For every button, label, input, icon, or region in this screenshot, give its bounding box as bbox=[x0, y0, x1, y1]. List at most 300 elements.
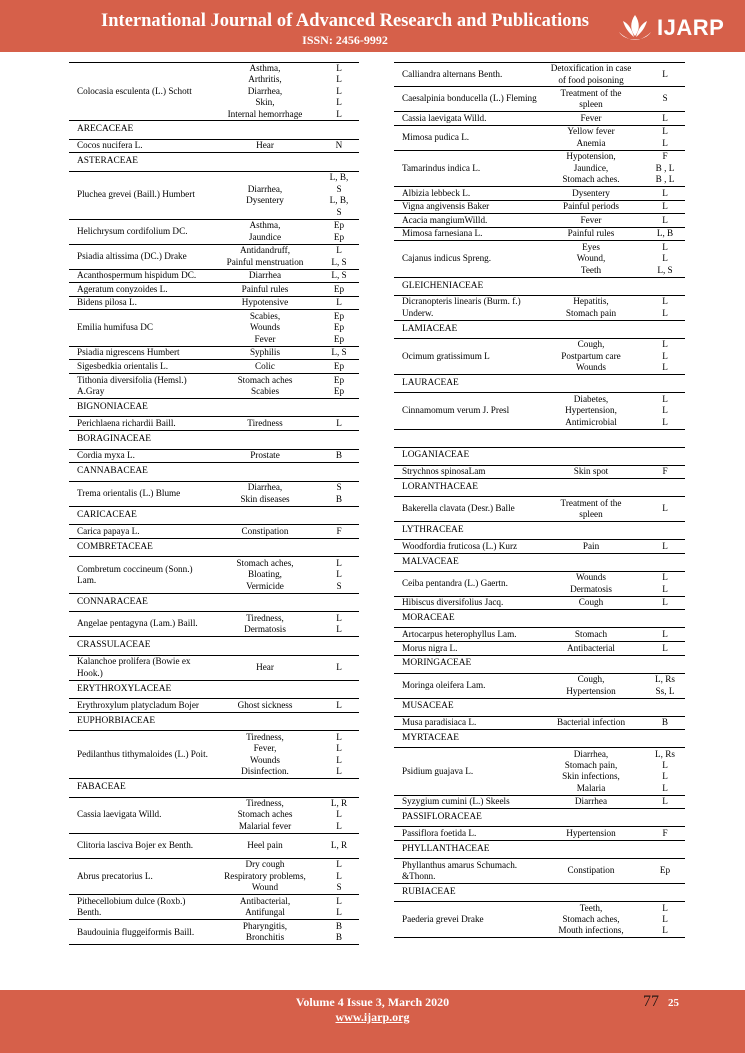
family-row bbox=[394, 375, 685, 393]
species-row bbox=[69, 699, 359, 713]
species-row bbox=[394, 393, 685, 429]
blank-row bbox=[394, 430, 685, 448]
part-text: L, B, bbox=[329, 195, 349, 206]
species-name: Acacia mangiumWilld. bbox=[402, 214, 488, 225]
species-row bbox=[394, 674, 685, 699]
part-cell bbox=[645, 296, 685, 319]
part-text: L bbox=[662, 796, 668, 807]
part-text: L bbox=[662, 782, 668, 793]
use-text: Antidandruff, bbox=[239, 245, 291, 256]
part-text: L, S bbox=[331, 347, 347, 358]
family-name: EUPHORBIACEAE bbox=[77, 715, 156, 726]
species-name: Hibiscus diversifolius Jacq. bbox=[402, 597, 504, 608]
use-text: Asthma, bbox=[249, 220, 281, 231]
part-text: L bbox=[336, 569, 342, 580]
journal-header bbox=[0, 0, 745, 52]
part-text: L, S bbox=[331, 270, 347, 281]
use-text: Hear bbox=[256, 140, 274, 151]
part-text: L bbox=[662, 350, 668, 361]
species-row bbox=[69, 525, 359, 539]
family-row bbox=[394, 884, 685, 902]
species-row bbox=[394, 540, 685, 554]
part-cell bbox=[645, 242, 685, 276]
species-name: Ocimum gratissimum L bbox=[402, 350, 490, 361]
part-text: L bbox=[336, 870, 342, 881]
family-row bbox=[394, 554, 685, 572]
species-name: Colocasia esculenta (L.) Schott bbox=[77, 85, 192, 96]
part-cell bbox=[319, 140, 359, 151]
part-text: S bbox=[336, 183, 342, 194]
part-text: L, Rs bbox=[655, 748, 675, 759]
use-cell bbox=[211, 482, 319, 505]
use-cell bbox=[211, 662, 319, 673]
use-cell bbox=[537, 466, 645, 477]
part-text: L bbox=[336, 743, 342, 754]
part-cell bbox=[645, 629, 685, 640]
part-text: Ep bbox=[333, 333, 345, 344]
part-text: L bbox=[662, 187, 668, 198]
part-text: Ep bbox=[333, 385, 345, 396]
use-text: Painful menstruation bbox=[226, 256, 304, 267]
family-row bbox=[69, 121, 359, 140]
part-cell bbox=[645, 828, 685, 839]
part-cell bbox=[645, 228, 685, 239]
part-text: B , L bbox=[655, 173, 675, 184]
website-link[interactable]: www.ijarp.org bbox=[335, 1010, 410, 1024]
use-text: Eyes bbox=[582, 241, 600, 252]
family-name: CANNABACEAE bbox=[77, 466, 148, 477]
use-cell bbox=[537, 749, 645, 795]
use-text: Diabetes, bbox=[573, 393, 609, 404]
part-text: S bbox=[336, 882, 342, 893]
use-text: Tiredness, bbox=[246, 731, 284, 742]
part-text: L, R bbox=[330, 840, 348, 851]
species-row bbox=[394, 597, 685, 611]
use-cell bbox=[537, 828, 645, 839]
family-row bbox=[69, 779, 359, 798]
use-cell bbox=[537, 296, 645, 319]
family-row bbox=[69, 539, 359, 558]
use-cell bbox=[211, 450, 319, 461]
family-name: BORAGINACEAE bbox=[77, 434, 151, 445]
use-text: Treatment of the bbox=[560, 87, 622, 98]
use-cell bbox=[211, 700, 319, 711]
part-text: Ep bbox=[333, 322, 345, 333]
use-cell bbox=[537, 541, 645, 552]
part-cell bbox=[319, 482, 359, 505]
part-cell bbox=[645, 717, 685, 728]
family-name: LAURACEAE bbox=[402, 377, 459, 388]
part-text: L bbox=[336, 97, 342, 108]
species-row bbox=[394, 827, 685, 841]
species-name: Artocarpus heterophyllus Lam. bbox=[402, 628, 517, 639]
species-row bbox=[394, 497, 685, 522]
part-cell bbox=[319, 798, 359, 832]
species-row bbox=[394, 201, 685, 215]
species-row bbox=[69, 731, 359, 779]
use-text: Diarrhea bbox=[574, 796, 608, 807]
family-row bbox=[394, 479, 685, 497]
use-text: Fever bbox=[580, 214, 602, 225]
use-text: Hypotension, bbox=[566, 151, 616, 162]
part-text: L bbox=[336, 907, 342, 918]
part-text: L bbox=[662, 628, 668, 639]
use-text: Tiredness bbox=[247, 418, 283, 429]
species-row bbox=[394, 112, 685, 126]
part-cell bbox=[319, 700, 359, 711]
family-name: CARICACEAE bbox=[77, 509, 137, 520]
part-text: L bbox=[662, 771, 668, 782]
family-row bbox=[69, 507, 359, 526]
species-name: Abrus precatorius L. bbox=[77, 870, 153, 881]
part-text: L bbox=[336, 63, 342, 74]
part-text: L bbox=[662, 307, 668, 318]
family-name: COMBRETACEAE bbox=[77, 541, 153, 552]
part-cell bbox=[645, 503, 685, 514]
use-cell bbox=[211, 347, 319, 358]
species-name: Pedilanthus tithymaloides (L.) Poit. bbox=[77, 748, 208, 759]
part-text: L, R bbox=[330, 798, 348, 809]
use-text: Bacterial infection bbox=[556, 717, 626, 728]
part-cell bbox=[645, 643, 685, 654]
part-text: B bbox=[661, 717, 669, 728]
species-name: Perichlaena richardii Baill. bbox=[77, 418, 176, 429]
use-text: Jaundice, bbox=[573, 162, 609, 173]
page-number: 77 bbox=[643, 993, 659, 1010]
family-row bbox=[69, 153, 359, 172]
part-text: L bbox=[336, 895, 342, 906]
part-cell bbox=[645, 126, 685, 149]
species-name: Acanthospermum hispidum DC. bbox=[77, 270, 197, 281]
part-text: L bbox=[662, 572, 668, 583]
part-text: L bbox=[662, 362, 668, 373]
part-cell bbox=[645, 749, 685, 795]
family-name: ASTERACEAE bbox=[77, 156, 138, 167]
use-text: Cough, bbox=[577, 674, 605, 685]
use-text: Hypertension, bbox=[565, 405, 617, 416]
use-text: Hepatitis, bbox=[573, 296, 609, 307]
species-name: Ageratum conyzoides L. bbox=[77, 283, 168, 294]
species-row bbox=[69, 172, 359, 220]
species-name: Erythroxylum platycladum Bojer bbox=[77, 699, 199, 710]
part-cell bbox=[319, 63, 359, 120]
use-cell bbox=[211, 558, 319, 592]
family-name: MUSACEAE bbox=[402, 701, 454, 712]
part-cell bbox=[645, 215, 685, 226]
part-text: L, B bbox=[656, 228, 674, 239]
species-name: Emilia humifusa DC bbox=[77, 322, 154, 333]
use-cell bbox=[537, 339, 645, 373]
use-cell bbox=[537, 151, 645, 185]
use-text: Internal hemorrhage bbox=[227, 108, 303, 119]
species-name: Caesalpinia bonducella (L.) Fleming bbox=[402, 93, 537, 104]
species-name: Kalanchoe prolifera (Bowie ex Hook.) bbox=[77, 656, 191, 678]
use-text: Pain bbox=[582, 540, 600, 551]
use-text: Ghost sickness bbox=[237, 699, 293, 710]
use-text: Scabies, bbox=[249, 310, 281, 321]
part-cell bbox=[645, 93, 685, 104]
use-cell bbox=[537, 865, 645, 876]
species-row bbox=[69, 920, 359, 945]
part-text: B bbox=[335, 450, 343, 461]
part-text: B bbox=[335, 493, 343, 504]
use-cell bbox=[211, 284, 319, 295]
use-text: Hypotensive bbox=[241, 297, 289, 308]
use-text: Fever bbox=[254, 333, 276, 344]
use-text: Antibacterial, bbox=[239, 895, 291, 906]
use-cell bbox=[211, 297, 319, 308]
species-row bbox=[69, 270, 359, 284]
part-text: L bbox=[662, 393, 668, 404]
use-text: Colic bbox=[255, 360, 275, 371]
use-cell bbox=[211, 896, 319, 919]
use-cell bbox=[211, 921, 319, 944]
use-text: Wound, bbox=[576, 253, 606, 264]
part-cell bbox=[645, 796, 685, 807]
part-text: L bbox=[662, 241, 668, 252]
part-cell bbox=[319, 361, 359, 372]
lotus-icon bbox=[617, 12, 653, 46]
use-text: Hypertension bbox=[566, 685, 616, 696]
use-text: Skin spot bbox=[573, 466, 609, 477]
use-text: Stomach aches bbox=[237, 809, 293, 820]
species-name: Bidens pilosa L. bbox=[77, 297, 137, 308]
species-row bbox=[69, 417, 359, 431]
use-text: Asthma, bbox=[249, 63, 281, 74]
use-text: Bronchitis bbox=[245, 932, 285, 943]
part-cell bbox=[645, 572, 685, 595]
part-cell bbox=[645, 113, 685, 124]
family-name: CONNARACEAE bbox=[77, 596, 148, 607]
use-cell bbox=[537, 63, 645, 86]
use-text: Dysentery bbox=[572, 187, 610, 198]
use-cell bbox=[211, 361, 319, 372]
use-cell bbox=[537, 796, 645, 807]
family-row bbox=[69, 681, 359, 700]
part-text: L, S bbox=[657, 264, 673, 275]
part-text: L bbox=[662, 296, 668, 307]
use-cell bbox=[537, 228, 645, 239]
part-cell bbox=[319, 245, 359, 268]
family-name: RUBIACEAE bbox=[402, 886, 456, 897]
use-cell bbox=[537, 188, 645, 199]
part-text: L bbox=[336, 74, 342, 85]
family-name: LORANTHACEAE bbox=[402, 481, 479, 492]
use-cell bbox=[537, 113, 645, 124]
species-row bbox=[394, 187, 685, 201]
species-name: Bakerella clavata (Desr.) Balle bbox=[402, 503, 515, 514]
use-cell bbox=[537, 498, 645, 521]
family-name: ERYTHROXYLACEAE bbox=[77, 683, 172, 694]
use-text: Skin infections, bbox=[562, 771, 620, 782]
part-cell bbox=[645, 674, 685, 697]
use-text: Prostate bbox=[250, 450, 280, 461]
use-cell bbox=[211, 613, 319, 636]
part-text: L bbox=[336, 859, 342, 870]
use-text: Diarrhea, bbox=[247, 482, 283, 493]
part-text: L bbox=[662, 339, 668, 350]
species-row bbox=[394, 572, 685, 597]
species-name: Passiflora foetida L. bbox=[402, 828, 477, 839]
use-text: of food poisoning bbox=[558, 74, 624, 85]
part-cell bbox=[319, 921, 359, 944]
part-text: Ep bbox=[333, 310, 345, 321]
species-name: Ceiba pentandra (L.) Gaertn. bbox=[402, 578, 508, 589]
part-text: L bbox=[336, 557, 342, 568]
use-text: Anemia bbox=[576, 137, 606, 148]
species-row bbox=[69, 612, 359, 637]
part-cell bbox=[319, 375, 359, 398]
species-name: Cinnamomum verum J. Presl bbox=[402, 405, 510, 416]
family-row bbox=[69, 431, 359, 450]
use-text: Antimicrobial bbox=[565, 416, 617, 427]
part-cell bbox=[319, 558, 359, 592]
species-table-right bbox=[394, 62, 685, 938]
species-row bbox=[69, 859, 359, 895]
family-row bbox=[394, 522, 685, 540]
species-name: Phyllanthus amarus Schumach. &Thonn. bbox=[402, 859, 518, 882]
use-text: Respiratory problems, bbox=[224, 870, 306, 881]
part-text: F bbox=[662, 151, 668, 162]
use-text: Skin diseases bbox=[240, 493, 290, 504]
part-text: L bbox=[662, 405, 668, 416]
part-text: L bbox=[662, 112, 668, 123]
part-cell bbox=[319, 284, 359, 295]
use-text: Constipation bbox=[241, 525, 289, 536]
species-row bbox=[69, 834, 359, 859]
use-cell bbox=[211, 63, 319, 120]
use-text: Heel pain bbox=[247, 840, 283, 851]
part-text: L bbox=[336, 624, 342, 635]
species-row bbox=[69, 482, 359, 507]
use-text: Arthritis, bbox=[248, 74, 282, 85]
part-cell bbox=[645, 339, 685, 373]
part-text: L bbox=[336, 245, 342, 256]
part-cell bbox=[319, 347, 359, 358]
use-text: Wounds bbox=[250, 754, 280, 765]
part-text: N bbox=[335, 140, 343, 151]
family-name: LAMIACEAE bbox=[402, 323, 458, 334]
species-row bbox=[394, 748, 685, 796]
use-text: Skin, bbox=[255, 97, 275, 108]
use-text: Postpartum care bbox=[561, 350, 621, 361]
part-text: L bbox=[662, 214, 668, 225]
part-text: L bbox=[336, 297, 342, 308]
family-name: MORACEAE bbox=[402, 613, 455, 624]
species-name: Cassia laevigata Willd. bbox=[402, 112, 487, 123]
journal-issn: ISSN: 2456-9992 bbox=[302, 33, 388, 47]
species-name: Psidium guajava L. bbox=[402, 765, 474, 776]
part-cell bbox=[319, 418, 359, 429]
use-cell bbox=[537, 215, 645, 226]
use-cell bbox=[537, 597, 645, 608]
species-row bbox=[69, 220, 359, 245]
use-cell bbox=[211, 859, 319, 893]
part-cell bbox=[319, 172, 359, 218]
part-text: B bbox=[335, 920, 343, 931]
species-name: Woodfordia fruticosa (L.) Kurz bbox=[402, 540, 518, 551]
part-text: L bbox=[662, 925, 668, 936]
use-cell bbox=[537, 717, 645, 728]
species-row bbox=[394, 339, 685, 375]
species-name: Psiadia altissima (DC.) Drake bbox=[77, 250, 187, 261]
use-text: Syphilis bbox=[249, 347, 281, 358]
part-text: L, S bbox=[331, 256, 347, 267]
part-cell bbox=[319, 840, 359, 851]
part-text: L bbox=[662, 503, 668, 514]
species-name: Trema orientalis (L.) Blume bbox=[77, 487, 181, 498]
use-text: Constipation bbox=[567, 865, 615, 876]
use-text: Cough, bbox=[577, 339, 605, 350]
species-row bbox=[394, 228, 685, 242]
journal-footer bbox=[0, 990, 745, 1053]
use-text: Painful periods bbox=[563, 201, 619, 212]
species-name: Carica papaya L. bbox=[77, 525, 140, 536]
part-cell bbox=[319, 896, 359, 919]
use-text: Wounds bbox=[576, 572, 606, 583]
use-cell bbox=[211, 732, 319, 778]
part-cell bbox=[319, 297, 359, 308]
use-cell bbox=[211, 418, 319, 429]
species-name: Cocos nucifera L. bbox=[77, 140, 143, 151]
species-name: Clitoria lasciva Bojer ex Benth. bbox=[77, 840, 194, 851]
part-text: L bbox=[336, 661, 342, 672]
use-text: Malaria bbox=[576, 782, 606, 793]
family-name: BIGNONIACEAE bbox=[77, 401, 148, 412]
use-cell bbox=[537, 629, 645, 640]
part-cell bbox=[319, 311, 359, 345]
part-text: S bbox=[336, 482, 342, 493]
part-text: L bbox=[662, 914, 668, 925]
species-row bbox=[394, 717, 685, 731]
use-text: Stomach pain, bbox=[564, 760, 618, 771]
family-row bbox=[394, 278, 685, 296]
species-name: Cajanus indicus Spreng. bbox=[402, 253, 492, 264]
part-text: L, Rs bbox=[655, 674, 675, 685]
use-text: Stomach aches, bbox=[236, 557, 294, 568]
part-text: L bbox=[336, 108, 342, 119]
species-row bbox=[69, 140, 359, 154]
use-text: Wound bbox=[251, 882, 279, 893]
use-cell bbox=[211, 375, 319, 398]
part-cell bbox=[319, 662, 359, 673]
use-text: Diarrhea bbox=[248, 270, 282, 281]
species-name: Sigesbedkia orientalis L. bbox=[77, 360, 169, 371]
family-row bbox=[394, 610, 685, 628]
use-text: Antifungal bbox=[245, 907, 285, 918]
use-text: Diarrhea, bbox=[247, 183, 283, 194]
use-text: Malarial fever bbox=[238, 820, 292, 831]
use-text: Stomach aches bbox=[237, 374, 293, 385]
species-table-left bbox=[69, 62, 359, 945]
species-name: Syzygium cumini (L.) Skeels bbox=[402, 796, 510, 807]
part-text: Ep bbox=[333, 220, 345, 231]
species-row bbox=[394, 151, 685, 187]
species-row bbox=[69, 798, 359, 834]
part-text: L bbox=[662, 597, 668, 608]
part-text: L bbox=[662, 902, 668, 913]
part-cell bbox=[645, 151, 685, 185]
use-cell bbox=[211, 270, 319, 281]
family-name: FABACEAE bbox=[77, 782, 126, 793]
use-text: Diarrhea, bbox=[247, 85, 283, 96]
part-text: L bbox=[336, 612, 342, 623]
part-text: Ss, L bbox=[655, 685, 675, 696]
part-text: L bbox=[336, 766, 342, 776]
use-cell bbox=[537, 572, 645, 595]
part-text: L bbox=[662, 253, 668, 264]
part-cell bbox=[645, 188, 685, 199]
